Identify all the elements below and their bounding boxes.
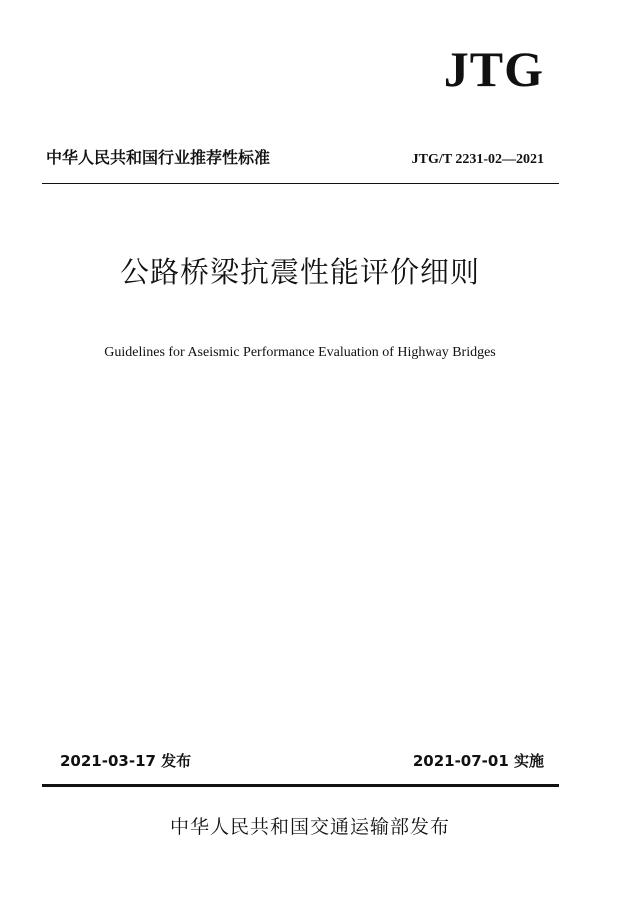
effective-date: 2021-07-01 实施 xyxy=(412,752,544,770)
standard-category: 中华人民共和国行业推荐性标准 xyxy=(46,148,271,167)
publisher: 中华人民共和国交通运输部发布 xyxy=(169,816,450,838)
standard-code: JTG/T 2231-02—2021 xyxy=(411,152,544,167)
jtg-logo: JTG xyxy=(443,41,544,97)
footer-divider xyxy=(42,784,559,787)
document-title-english: Guidelines for Aseismic Performance Evaluation of Highway Bridges xyxy=(104,345,496,360)
issue-date: 2021-03-17 发布 xyxy=(60,752,192,770)
document-title-chinese: 公路桥梁抗震性能评价细则 xyxy=(119,255,480,289)
header-divider xyxy=(42,183,559,184)
